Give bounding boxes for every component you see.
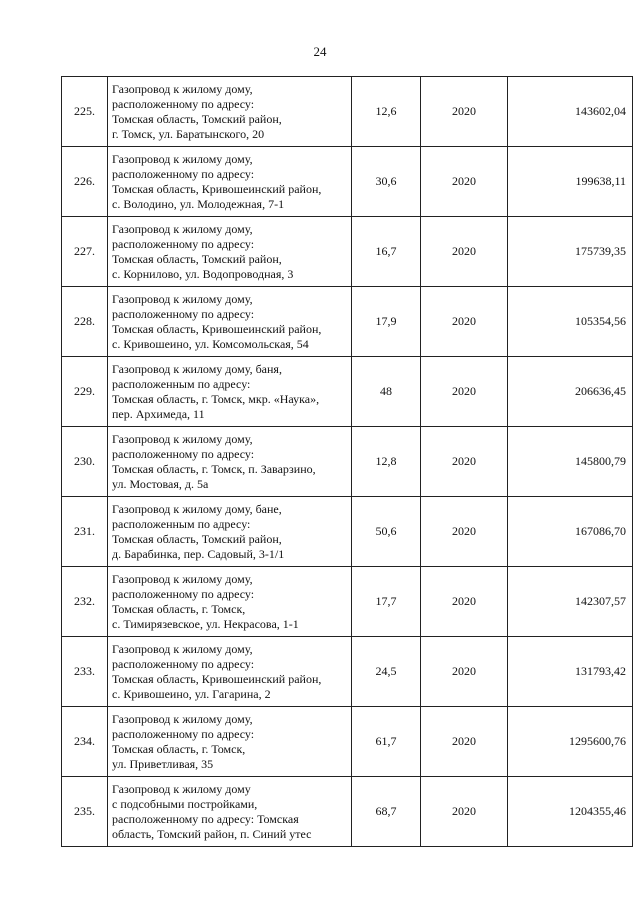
object-cost: 105354,56 bbox=[508, 287, 633, 357]
object-description bbox=[108, 357, 352, 427]
description-line: Томская область, г. Томск, п. Заварзино, bbox=[112, 461, 316, 476]
description-line: расположенному по адресу: bbox=[112, 236, 255, 251]
description-line: расположенным по адресу: bbox=[112, 516, 251, 531]
description-line: с. Кривошеино, ул. Комсомольская, 54 bbox=[112, 336, 309, 351]
object-cost: 143602,04 bbox=[508, 77, 633, 147]
commission-year: 2020 bbox=[421, 217, 508, 287]
description-line: расположенному по адресу: bbox=[112, 166, 255, 181]
pipeline-length: 30,6 bbox=[352, 147, 421, 217]
description-line: расположенному по адресу: bbox=[112, 586, 255, 601]
row-number: 230. bbox=[62, 427, 108, 497]
object-cost: 1204355,46 bbox=[508, 777, 633, 847]
commission-year: 2020 bbox=[421, 497, 508, 567]
description-line: Газопровод к жилому дому, bbox=[112, 641, 253, 656]
row-number: 225. bbox=[62, 77, 108, 147]
table-row bbox=[62, 567, 633, 637]
commission-year: 2020 bbox=[421, 357, 508, 427]
object-cost: 206636,45 bbox=[508, 357, 633, 427]
row-number: 235. bbox=[62, 777, 108, 847]
object-cost: 145800,79 bbox=[508, 427, 633, 497]
description-line: д. Барабинка, пер. Садовый, 3-1/1 bbox=[112, 546, 285, 561]
row-number: 232. bbox=[62, 567, 108, 637]
pipeline-length: 24,5 bbox=[352, 637, 421, 707]
table-row bbox=[62, 637, 633, 707]
table-row bbox=[62, 357, 633, 427]
table-body bbox=[62, 77, 633, 847]
description-line: Томская область, Томский район, bbox=[112, 251, 282, 266]
description-line: расположенному по адресу: bbox=[112, 446, 255, 461]
description-line: пер. Архимеда, 11 bbox=[112, 406, 205, 421]
row-number: 227. bbox=[62, 217, 108, 287]
pipeline-length: 48 bbox=[352, 357, 421, 427]
pipeline-length: 17,7 bbox=[352, 567, 421, 637]
description-line: расположенному по адресу: bbox=[112, 96, 255, 111]
commission-year: 2020 bbox=[421, 147, 508, 217]
description-line: область, Томский район, п. Синий утес bbox=[112, 826, 312, 841]
commission-year: 2020 bbox=[421, 567, 508, 637]
commission-year: 2020 bbox=[421, 77, 508, 147]
commission-year: 2020 bbox=[421, 777, 508, 847]
description-line: Томская область, г. Томск, мкр. «Наука», bbox=[112, 391, 320, 406]
description-line: Томская область, г. Томск, bbox=[112, 601, 246, 616]
page-number: 24 bbox=[313, 44, 327, 59]
row-number: 233. bbox=[62, 637, 108, 707]
description-line: Газопровод к жилому дому, bbox=[112, 81, 253, 96]
object-description bbox=[108, 567, 352, 637]
description-line: Газопровод к жилому дому, bbox=[112, 151, 253, 166]
table-row bbox=[62, 217, 633, 287]
description-line: ул. Приветливая, 35 bbox=[112, 756, 214, 771]
table-row bbox=[62, 777, 633, 847]
object-description bbox=[108, 147, 352, 217]
gas-pipeline-table bbox=[61, 76, 633, 847]
commission-year: 2020 bbox=[421, 427, 508, 497]
description-line: расположенному по адресу: Томская bbox=[112, 811, 299, 826]
description-line: Газопровод к жилому дому, бане, bbox=[112, 501, 282, 516]
object-description bbox=[108, 637, 352, 707]
description-line: ул. Мостовая, д. 5а bbox=[112, 476, 209, 491]
description-line: расположенному по адресу: bbox=[112, 656, 255, 671]
commission-year: 2020 bbox=[421, 637, 508, 707]
pipeline-length: 61,7 bbox=[352, 707, 421, 777]
object-cost: 142307,57 bbox=[508, 567, 633, 637]
pipeline-length: 68,7 bbox=[352, 777, 421, 847]
description-line: Газопровод к жилому дому, bbox=[112, 571, 253, 586]
description-line: с. Володино, ул. Молодежная, 7-1 bbox=[112, 196, 285, 211]
description-line: расположенному по адресу: bbox=[112, 306, 255, 321]
description-line: Томская область, Кривошеинский район, bbox=[112, 181, 322, 196]
object-cost: 199638,11 bbox=[508, 147, 633, 217]
description-line: с. Кривошеино, ул. Гагарина, 2 bbox=[112, 686, 271, 701]
row-number: 234. bbox=[62, 707, 108, 777]
table-row bbox=[62, 497, 633, 567]
table-row bbox=[62, 427, 633, 497]
table-row bbox=[62, 77, 633, 147]
table-row bbox=[62, 707, 633, 777]
object-cost: 167086,70 bbox=[508, 497, 633, 567]
object-description bbox=[108, 497, 352, 567]
object-description bbox=[108, 777, 352, 847]
description-line: Газопровод к жилому дому, баня, bbox=[112, 361, 282, 376]
description-line: Томская область, Кривошеинский район, bbox=[112, 671, 322, 686]
pipeline-length: 17,9 bbox=[352, 287, 421, 357]
description-line: Газопровод к жилому дому, bbox=[112, 711, 253, 726]
description-line: с подсобными постройками, bbox=[112, 796, 258, 811]
description-line: расположенным по адресу: bbox=[112, 376, 251, 391]
table-row bbox=[62, 287, 633, 357]
row-number: 229. bbox=[62, 357, 108, 427]
object-description bbox=[108, 77, 352, 147]
object-description bbox=[108, 217, 352, 287]
commission-year: 2020 bbox=[421, 707, 508, 777]
description-line: Томская область, Томский район, bbox=[112, 111, 282, 126]
row-number: 228. bbox=[62, 287, 108, 357]
description-line: г. Томск, ул. Баратынского, 20 bbox=[112, 126, 265, 141]
object-cost: 1295600,76 bbox=[508, 707, 633, 777]
description-line: расположенному по адресу: bbox=[112, 726, 255, 741]
table-row bbox=[62, 147, 633, 217]
description-line: с. Корнилово, ул. Водопроводная, 3 bbox=[112, 266, 294, 281]
description-line: Газопровод к жилому дому, bbox=[112, 431, 253, 446]
description-line: Газопровод к жилому дому, bbox=[112, 291, 253, 306]
object-description bbox=[108, 287, 352, 357]
pipeline-length: 12,6 bbox=[352, 77, 421, 147]
description-line: Томская область, Кривошеинский район, bbox=[112, 321, 322, 336]
description-line: с. Тимирязевское, ул. Некрасова, 1-1 bbox=[112, 616, 299, 631]
description-line: Томская область, г. Томск, bbox=[112, 741, 246, 756]
object-cost: 131793,42 bbox=[508, 637, 633, 707]
object-description bbox=[108, 707, 352, 777]
object-description bbox=[108, 427, 352, 497]
row-number: 231. bbox=[62, 497, 108, 567]
pipeline-length: 12,8 bbox=[352, 427, 421, 497]
pipeline-length: 50,6 bbox=[352, 497, 421, 567]
row-number: 226. bbox=[62, 147, 108, 217]
description-line: Томская область, Томский район, bbox=[112, 531, 282, 546]
pipeline-length: 16,7 bbox=[352, 217, 421, 287]
object-cost: 175739,35 bbox=[508, 217, 633, 287]
commission-year: 2020 bbox=[421, 287, 508, 357]
description-line: Газопровод к жилому дому bbox=[112, 781, 251, 796]
description-line: Газопровод к жилому дому, bbox=[112, 221, 253, 236]
